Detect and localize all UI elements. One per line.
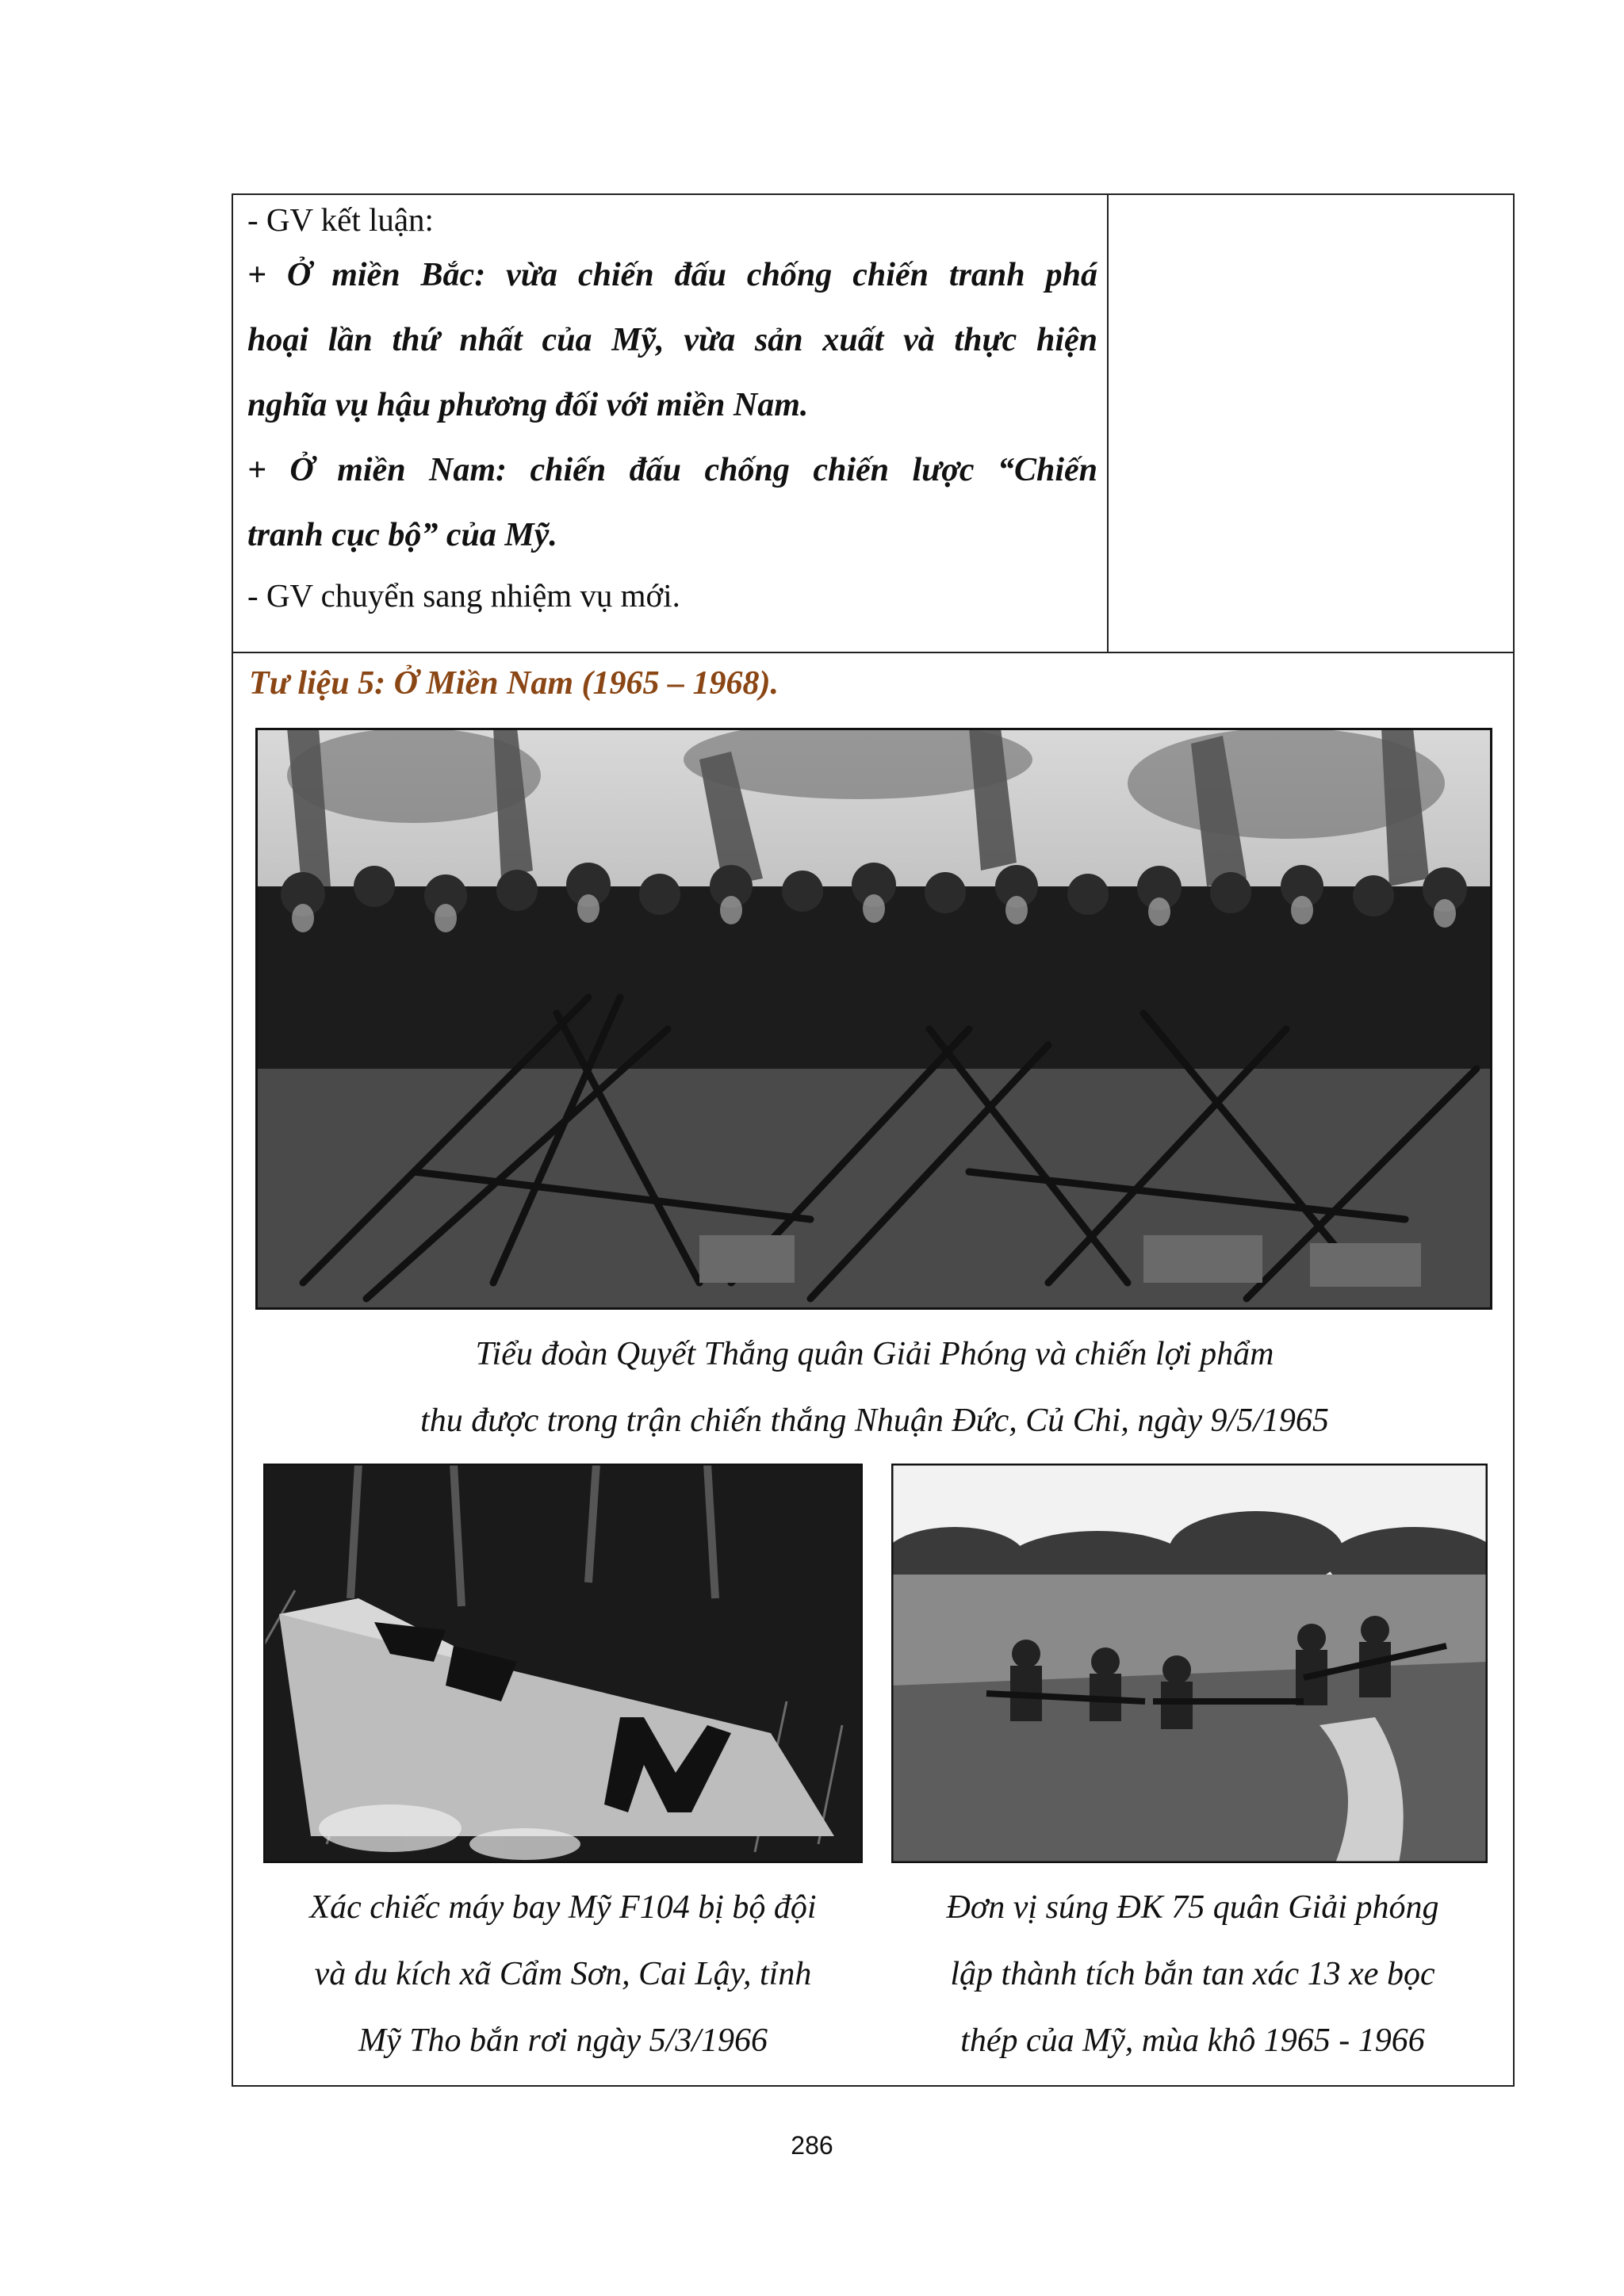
teacher-activity-cell [233,195,1109,652]
south-line-2: tranh cục bộ” của Mỹ. [247,517,557,553]
caption-line: lập thành tích bắn tan xác 13 xe bọc [950,1956,1435,1992]
caption-line: Xác chiếc máy bay Mỹ F104 bị bộ đội [309,1889,817,1926]
photo-battalion-weapons [255,728,1492,1310]
conclusion-closing: - GV chuyển sang nhiệm vụ mới. [247,577,680,614]
photo-f104-caption [238,1874,888,2074]
caption-line: Mỹ Tho bắn rơi ngày 5/3/1966 [358,2022,768,2059]
north-line-2: hoại lần thứ nhất của Mỹ, vừa sản xuất và thực hiện [247,322,1097,358]
photo-dk75-unit [891,1464,1488,1863]
photo-f104-wreck [263,1464,863,1863]
photo-battalion-caption [233,1321,1516,1454]
north-line-3: nghĩa vụ hậu phương đối với miền Nam. [247,387,809,423]
conclusion-intro: - GV kết luận: [247,201,434,238]
caption-line: thu được trong trận chiến thắng Nhuận Đức, Củ Chi, ngày 9/5/1965 [420,1402,1329,1439]
dk75-unit-image [891,1464,1488,1863]
student-activity-cell [1109,195,1513,652]
caption-line: Tiểu đoàn Quyết Thắng quân Giải Phóng và chiến lợi phẩm [475,1336,1274,1372]
lesson-table [232,193,1515,653]
f104-wreck-image [263,1464,863,1863]
south-line-1: + Ở miền Nam: chiến đấu chống chiến lược “Chiến [247,452,1097,488]
battalion-photo-image [255,728,1492,1310]
caption-line: và du kích xã Cẩm Sơn, Cai Lậy, tỉnh [314,1956,812,1992]
caption-line: Đơn vị súng ĐK 75 quân Giải phóng [946,1889,1439,1926]
south-conclusion [247,438,1097,568]
north-conclusion [247,243,1097,438]
photo-dk75-caption [875,1874,1510,2074]
document-heading: Tư liệu 5: Ở Miền Nam (1965 – 1968). [249,665,779,702]
document-cell [232,653,1515,2087]
north-line-1: + Ở miền Bắc: vừa chiến đấu chống chiến tranh phá [247,257,1097,293]
caption-line: thép của Mỹ, mùa khô 1965 - 1966 [960,2022,1425,2059]
page-number: 286 [791,2131,833,2160]
